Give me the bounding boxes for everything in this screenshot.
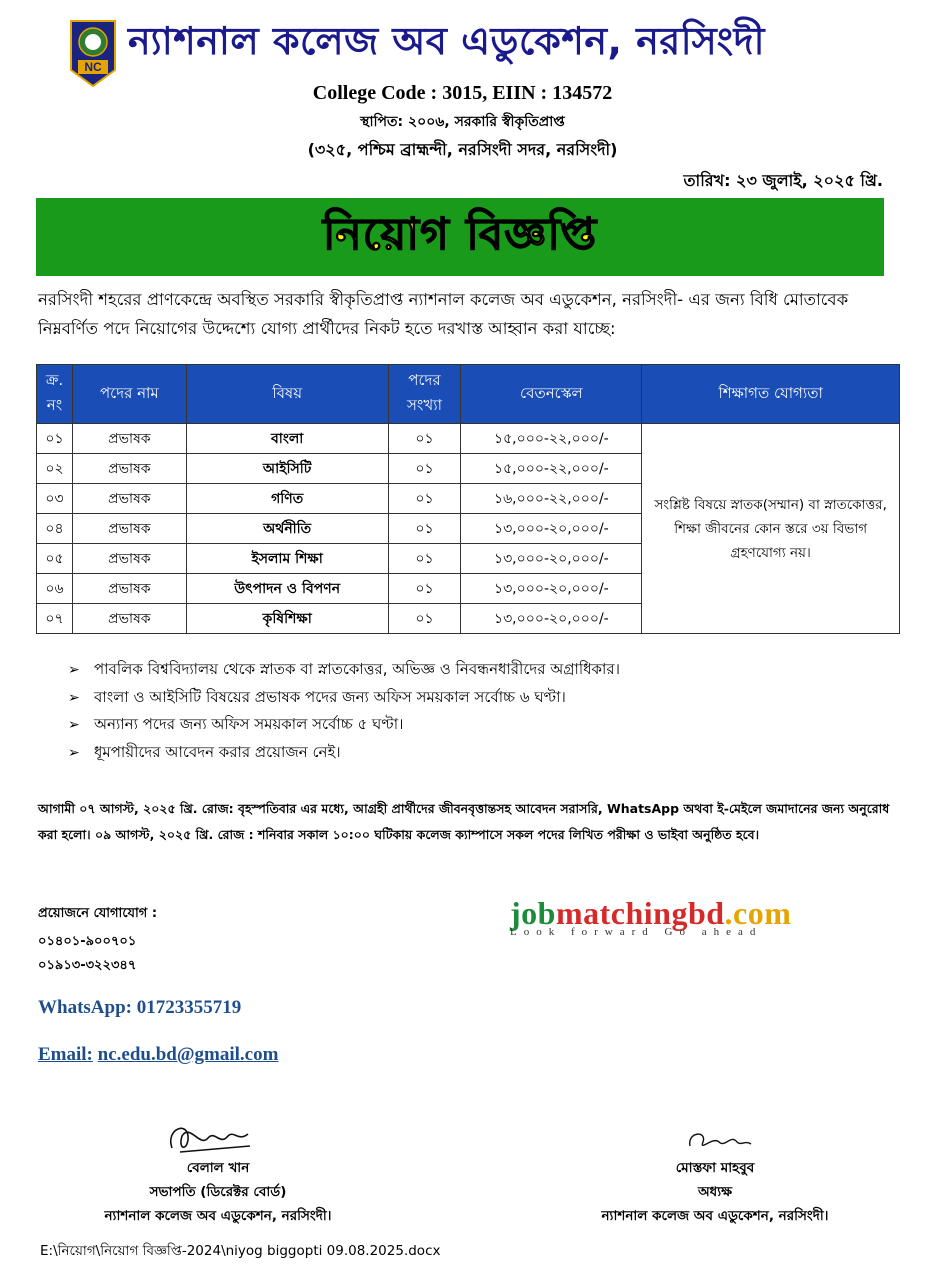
row-salary: ১৩,০০০-২০,০০০/-	[461, 544, 642, 574]
row-subject: কৃষিশিক্ষা	[186, 604, 388, 634]
signatory-name: মোস্তফা মাহবুব	[675, 1160, 755, 1176]
deadline-paragraph: আগামী ০৭ আগস্ট, ২০২৫ খ্রি. রোজ: বৃহস্পতিবার এর মধ্যে, আগ্রহী প্রার্থীদের জীবনবৃত্তান্তসহ আবেদন সরাসরি, WhatsApp অথবা ই-মেইলে জমাদানের জন্য অনুরোধ করা হলো। ০৯ আগস্ট, ২০২৫ খ্রি. রোজ : শনিবার সকাল ১০:০০ ঘটিকায় কলেজ ক্যাম্পাসে সকল পদের লিখিত পরীক্ষা ও ভাইবা অনুষ্ঠিত হবে।	[38, 801, 890, 842]
row-subject: অর্থনীতি	[186, 514, 388, 544]
header-subject: বিষয়	[186, 365, 388, 424]
header-serial: ক্র. নং	[37, 365, 73, 424]
signature-left	[160, 1118, 260, 1158]
row-count: ০১	[388, 544, 461, 574]
logo-text: NC	[84, 60, 102, 74]
arrow-bullet-icon: ➢	[68, 744, 80, 761]
email-contact	[38, 1044, 278, 1066]
posts-table	[36, 364, 900, 634]
list-item: ➢ বাংলা ও আইসিটি বিষয়ের প্রভাষক পদের জন্য অফিস সময়কাল সর্বোচ্চ ৬ ঘণ্টা।	[68, 684, 888, 712]
row-salary: ১৫,০০০-২২,০০০/-	[461, 454, 642, 484]
qualification-cell: সংশ্লিষ্ট বিষয়ে স্নাতক(সম্মান) বা স্নাতকোত্তর, শিক্ষা জীবনের কোন স্তরে ৩য় বিভাগ গ্রহণযোগ্য নয়।	[642, 424, 900, 634]
header-qualification: শিক্ষাগত যোগ্যতা	[642, 365, 900, 424]
row-count: ০১	[388, 574, 461, 604]
signatory-right	[560, 1156, 870, 1228]
watermark-tagline: Look forward Go ahead	[510, 926, 763, 938]
college-logo	[68, 18, 118, 88]
email-link[interactable]: nc.edu.bd@gmail.com	[97, 1044, 279, 1065]
row-post: প্রভাষক	[72, 454, 186, 484]
row-post: প্রভাষক	[72, 544, 186, 574]
arrow-bullet-icon: ➢	[68, 689, 80, 706]
banner-title: নিয়োগ বিজ্ঞপ্তি	[322, 208, 598, 260]
row-serial: ০৪	[37, 514, 73, 544]
list-item: ➢ অন্যান্য পদের জন্য অফিস সময়কাল সর্বোচ্চ ৫ ঘণ্টা।	[68, 711, 888, 739]
signatory-name: বেলাল খান	[186, 1160, 250, 1176]
jobmatchingbd-watermark: jobmatchingbd.com Look forward Go ahead	[510, 895, 855, 938]
arrow-bullet-icon: ➢	[68, 717, 80, 733]
row-subject: উৎপাদন ও বিপণন	[186, 574, 388, 604]
row-subject: বাংলা	[186, 424, 388, 454]
row-salary: ১৩,০০০-২০,০০০/-	[461, 604, 642, 634]
row-serial: ০২	[37, 454, 73, 484]
signatory-title: অধ্যক্ষ	[697, 1184, 733, 1200]
notice-banner	[36, 198, 884, 276]
whatsapp-contact: WhatsApp: 01723355719	[38, 997, 242, 1018]
table-header-row	[37, 365, 900, 424]
conditions-list	[68, 656, 888, 766]
notice-date: তারিখ: ২৩ জুলাই, ২০২৫ খ্রি.	[683, 171, 883, 190]
email-label: Email:	[38, 1044, 93, 1065]
signature-right	[685, 1126, 755, 1154]
row-count: ০১	[388, 424, 461, 454]
founded-line: স্থাপিত: ২০০৬, সরকারি স্বীকৃতিপ্রাপ্ত	[360, 114, 565, 130]
row-post: প্রভাষক	[72, 514, 186, 544]
college-address: (৩২৫, পশ্চিম ব্রাহ্মন্দী, নরসিংদী সদর, নরসিংদী)	[307, 140, 618, 159]
header-count: পদের সংখ্যা	[388, 365, 461, 424]
row-subject: গণিত	[186, 484, 388, 514]
row-post: প্রভাষক	[72, 424, 186, 454]
row-subject: আইসিটি	[186, 454, 388, 484]
row-serial: ০১	[37, 424, 73, 454]
header-post: পদের নাম	[72, 365, 186, 424]
row-salary: ১৩,০০০-২০,০০০/-	[461, 514, 642, 544]
row-salary: ১৫,০০০-২২,০০০/-	[461, 424, 642, 454]
row-salary: ১৩,০০০-২০,০০০/-	[461, 574, 642, 604]
signatory-org: ন্যাশনাল কলেজ অব এডুকেশন, নরসিংদী।	[104, 1208, 332, 1224]
row-serial: ০৭	[37, 604, 73, 634]
row-post: প্রভাষক	[72, 574, 186, 604]
intro-paragraph: নরসিংদী শহরের প্রাণকেন্দ্রে অবস্থিত সরকারি স্বীকৃতিপ্রাপ্ত ন্যাশনাল কলেজ অব এডুকেশন, নরসিংদী- এর জন্য বিধি মোতাবেক নিম্নবর্ণিত পদে নিয়োগের উদ্দেশ্যে যোগ্য প্রার্থীদের নিকট হতে দরখাস্ত আহ্বান করা যাচ্ছে:	[38, 290, 849, 338]
row-post: প্রভাষক	[72, 484, 186, 514]
row-serial: ০৬	[37, 574, 73, 604]
arrow-bullet-icon: ➢	[68, 662, 80, 678]
signatory-left	[48, 1156, 388, 1228]
table-row	[37, 424, 900, 454]
row-post: প্রভাষক	[72, 604, 186, 634]
list-item: ➢ পাবলিক বিশ্ববিদ্যালয় থেকে স্নাতক বা স্নাতকোত্তর, অভিজ্ঞ ও নিবন্ধনধারীদের অগ্রাধিকার।	[68, 656, 888, 684]
phone-number: ০১৪০১-৯০০৭০১	[38, 934, 137, 949]
list-item: ➢ ধূমপায়ীদের আবেদন করার প্রয়োজন নেই।	[68, 739, 888, 767]
header-salary: বেতনস্কেল	[461, 365, 642, 424]
row-serial: ০৫	[37, 544, 73, 574]
college-code: College Code : 3015, EIIN : 134572	[312, 82, 613, 104]
row-subject: ইসলাম শিক্ষা	[186, 544, 388, 574]
row-count: ০১	[388, 454, 461, 484]
row-count: ০১	[388, 514, 461, 544]
signatory-title: সভাপতি (ডিরেক্টর বোর্ড)	[149, 1184, 287, 1200]
row-count: ০১	[388, 604, 461, 634]
row-count: ০১	[388, 484, 461, 514]
row-serial: ০৩	[37, 484, 73, 514]
contact-heading: প্রয়োজনে যোগাযোগ :	[38, 906, 158, 921]
signatory-org: ন্যাশনাল কলেজ অব এডুকেশন, নরসিংদী।	[601, 1208, 829, 1224]
college-name: ন্যাশনাল কলেজ অব এডুকেশন, নরসিংদী	[128, 19, 765, 63]
phone-number: ০১৯১৩-৩২২৩৪৭	[38, 958, 137, 973]
row-salary: ১৬,০০০-২২,০০০/-	[461, 484, 642, 514]
file-path-footer: E:\নিয়োগ\নিয়োগ বিজ্ঞপ্তি-2024\niyog biggopti 09.08.2025.docx	[40, 1243, 441, 1259]
